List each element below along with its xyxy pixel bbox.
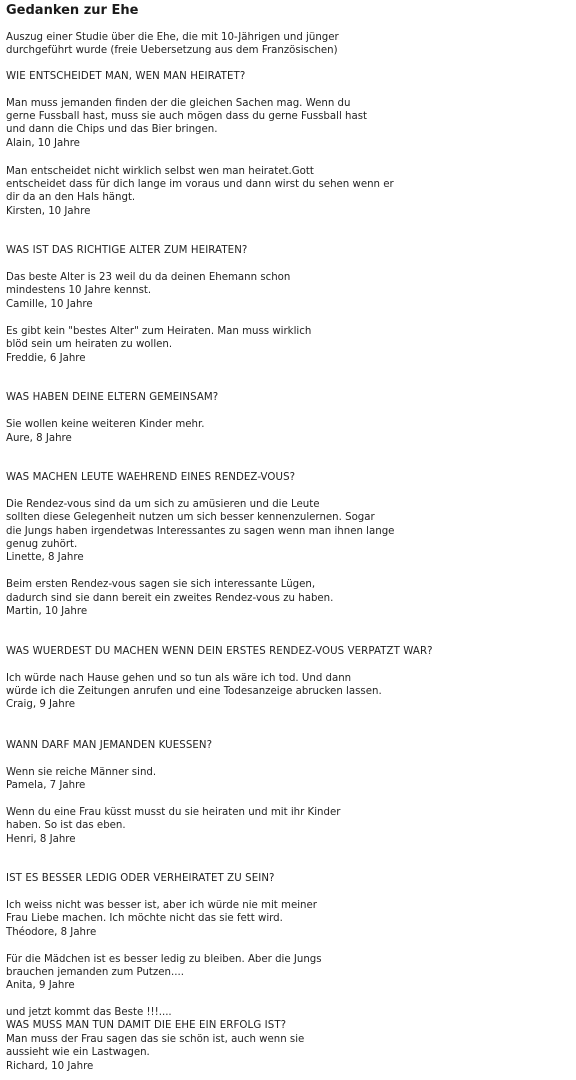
answer-line: Man muss der Frau sagen das sie schön ist, auch wenn sie bbox=[6, 1034, 305, 1045]
answer-line: Das beste Alter is 23 weil du da deinen Ehemann schon bbox=[6, 272, 291, 283]
answer-author: Craig, 9 Jahre bbox=[6, 699, 75, 710]
question-heading: WANN DARF MAN JEMANDEN KUESSEN? bbox=[6, 740, 213, 751]
answer-author: Linette, 8 Jahre bbox=[6, 552, 84, 563]
answer-line: Für die Mädchen ist es besser ledig zu bleiben. Aber die Jungs bbox=[6, 954, 322, 965]
question-heading: WAS HABEN DEINE ELTERN GEMEINSAM? bbox=[6, 392, 219, 403]
answer-author: Martin, 10 Jahre bbox=[6, 606, 88, 617]
answer-line: Wenn sie reiche Männer sind. bbox=[6, 767, 157, 778]
answer-author: Camille, 10 Jahre bbox=[6, 299, 93, 310]
answer-line: sollten diese Gelegenheit nutzen um sich besser kennenzulernen. Sogar bbox=[6, 512, 375, 523]
answer-line: Man muss jemanden finden der die gleichen Sachen mag. Wenn du bbox=[6, 98, 351, 109]
page-title: Gedanken zur Ehe bbox=[6, 3, 139, 18]
answer-author: Freddie, 6 Jahre bbox=[6, 353, 86, 364]
answer-line: und dann die Chips und das Bier bringen. bbox=[6, 124, 218, 135]
answer-line: haben. So ist das eben. bbox=[6, 820, 126, 831]
intro-line: Auszug einer Studie über die Ehe, die mit 10-Jährigen und jünger bbox=[6, 32, 339, 43]
answer-line: Man entscheidet nicht wirklich selbst wen man heiratet.Gott bbox=[6, 166, 314, 177]
answer-line: Beim ersten Rendez-vous sagen sie sich interessante Lügen, bbox=[6, 579, 316, 590]
answer-author: Richard, 10 Jahre bbox=[6, 1061, 94, 1072]
question-heading: WIE ENTSCHEIDET MAN, WEN MAN HEIRATET? bbox=[6, 71, 246, 82]
finale-lead: und jetzt kommt das Beste !!!.... bbox=[6, 1007, 172, 1018]
question-heading: WAS WUERDEST DU MACHEN WENN DEIN ERSTES RENDEZ-VOUS VERPATZT WAR? bbox=[6, 646, 433, 657]
question-heading: WAS MACHEN LEUTE WAEHREND EINES RENDEZ-VOUS? bbox=[6, 472, 296, 483]
answer-line: dadurch sind sie dann bereit ein zweites Rendez-vous zu haben. bbox=[6, 593, 334, 604]
answer-line: brauchen jemanden zum Putzen.... bbox=[6, 967, 184, 978]
answer-line: Wenn du eine Frau küsst musst du sie heiraten und mit ihr Kinder bbox=[6, 807, 341, 818]
answer-line: aussieht wie ein Lastwagen. bbox=[6, 1047, 150, 1058]
answer-author: Kirsten, 10 Jahre bbox=[6, 206, 91, 217]
answer-author: Pamela, 7 Jahre bbox=[6, 780, 86, 791]
answer-line: mindestens 10 Jahre kennst. bbox=[6, 285, 152, 296]
answer-author: Aure, 8 Jahre bbox=[6, 433, 72, 444]
answer-author: Alain, 10 Jahre bbox=[6, 138, 80, 149]
answer-line: die Jungs haben irgendetwas Interessantes zu sagen wenn man ihnen lange bbox=[6, 526, 395, 537]
answer-line: entscheidet dass für dich lange im voraus und dann wirst du sehen wenn er bbox=[6, 179, 394, 190]
question-heading: WAS IST DAS RICHTIGE ALTER ZUM HEIRATEN? bbox=[6, 245, 248, 256]
answer-line: gerne Fussball hast, muss sie auch mögen dass du gerne Fussball hast bbox=[6, 111, 368, 122]
answer-author: Théodore, 8 Jahre bbox=[6, 927, 97, 938]
question-heading: IST ES BESSER LEDIG ODER VERHEIRATET ZU SEIN? bbox=[6, 873, 275, 884]
answer-line: genug zuhört. bbox=[6, 539, 78, 550]
finale-question: WAS MUSS MAN TUN DAMIT DIE EHE EIN ERFOLG IST? bbox=[6, 1020, 287, 1031]
answer-line: dir da an den Hals hängt. bbox=[6, 192, 136, 203]
answer-line: Es gibt kein "bestes Alter" zum Heiraten. Man muss wirklich bbox=[6, 326, 312, 337]
answer-line: Ich weiss nicht was besser ist, aber ich würde nie mit meiner bbox=[6, 900, 317, 911]
answer-line: Ich würde nach Hause gehen und so tun als wäre ich tod. Und dann bbox=[6, 673, 352, 684]
answer-author: Henri, 8 Jahre bbox=[6, 834, 76, 845]
answer-line: Die Rendez-vous sind da um sich zu amüsieren und die Leute bbox=[6, 499, 320, 510]
answer-line: würde ich die Zeitungen anrufen und eine Todesanzeige abrucken lassen. bbox=[6, 686, 382, 697]
answer-author: Anita, 9 Jahre bbox=[6, 980, 75, 991]
answer-line: Sie wollen keine weiteren Kinder mehr. bbox=[6, 419, 205, 430]
intro-line: durchgeführt wurde (freie Uebersetzung aus dem Französischen) bbox=[6, 45, 338, 56]
answer-line: blöd sein um heiraten zu wollen. bbox=[6, 339, 173, 350]
answer-line: Frau Liebe machen. Ich möchte nicht das sie fett wird. bbox=[6, 913, 283, 924]
